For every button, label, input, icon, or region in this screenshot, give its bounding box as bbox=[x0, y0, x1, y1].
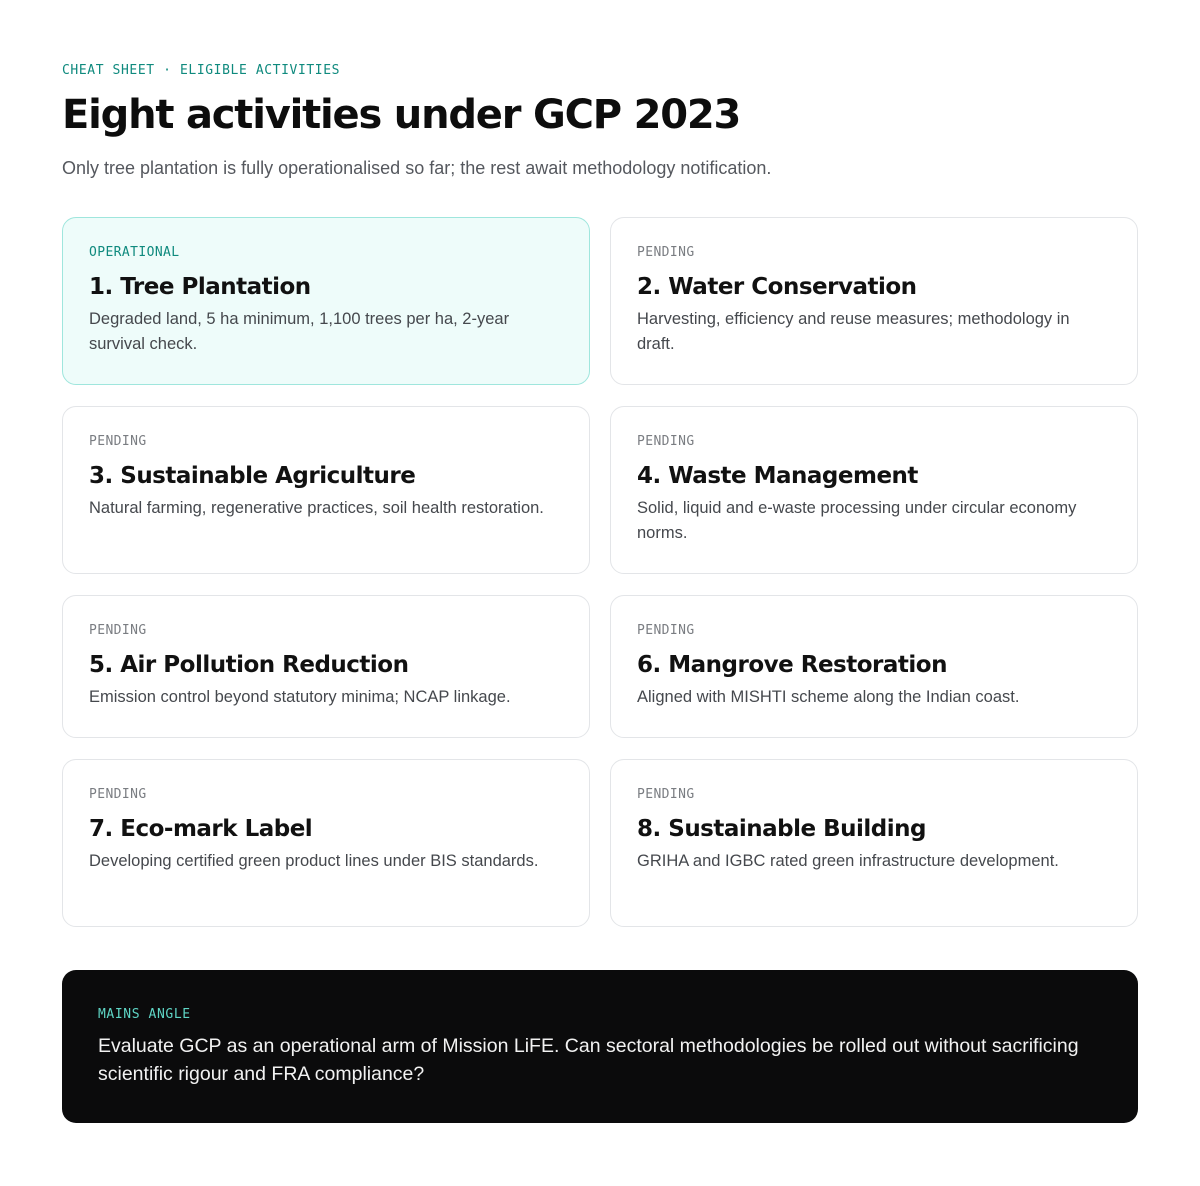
status-badge: PENDING bbox=[89, 623, 147, 638]
activity-card-air-pollution-reduction bbox=[62, 595, 590, 738]
activity-card-waste-management bbox=[610, 406, 1138, 574]
activity-title: 4. Waste Management bbox=[637, 463, 918, 489]
activities-grid bbox=[62, 217, 1138, 927]
activity-title: 7. Eco-mark Label bbox=[89, 816, 313, 842]
activity-description: Natural farming, regenerative practices, soil health restoration. bbox=[89, 499, 544, 517]
status-badge: PENDING bbox=[637, 434, 695, 449]
status-badge: OPERATIONAL bbox=[89, 245, 180, 260]
eyebrow-label: CHEAT SHEET · ELIGIBLE ACTIVITIES bbox=[62, 63, 341, 78]
status-badge: PENDING bbox=[637, 623, 695, 638]
status-badge: PENDING bbox=[637, 787, 695, 802]
activity-title: 6. Mangrove Restoration bbox=[637, 652, 947, 678]
activity-title: 3. Sustainable Agriculture bbox=[89, 463, 416, 489]
activity-title: 1. Tree Plantation bbox=[89, 274, 311, 300]
mains-angle-callout bbox=[62, 970, 1138, 1123]
status-badge: PENDING bbox=[637, 245, 695, 260]
activity-title: 8. Sustainable Building bbox=[637, 816, 926, 842]
page-title: Eight activities under GCP 2023 bbox=[62, 92, 741, 138]
activity-description: GRIHA and IGBC rated green infrastructure development. bbox=[637, 852, 1059, 870]
activity-description: Solid, liquid and e-waste processing under circular economy norms. bbox=[637, 499, 1077, 542]
status-badge: PENDING bbox=[89, 787, 147, 802]
activity-description: Emission control beyond statutory minima; NCAP linkage. bbox=[89, 688, 511, 706]
activity-card-eco-mark-label bbox=[62, 759, 590, 927]
page-subtitle: Only tree plantation is fully operationalised so far; the rest await methodology notification. bbox=[62, 158, 772, 178]
callout-label: MAINS ANGLE bbox=[98, 1007, 191, 1022]
activity-card-sustainable-building bbox=[610, 759, 1138, 927]
activity-card-tree-plantation bbox=[62, 217, 590, 385]
activity-description: Aligned with MISHTI scheme along the Indian coast. bbox=[637, 688, 1020, 706]
callout-text: Evaluate GCP as an operational arm of Mission LiFE. Can sectoral methodologies be rolled out without sacrificing scientific rigour and FRA compliance? bbox=[98, 1035, 1079, 1085]
activity-title: 5. Air Pollution Reduction bbox=[89, 652, 409, 678]
activity-title: 2. Water Conservation bbox=[637, 274, 917, 300]
activity-card-sustainable-agriculture bbox=[62, 406, 590, 574]
status-badge: PENDING bbox=[89, 434, 147, 449]
activity-card-mangrove-restoration bbox=[610, 595, 1138, 738]
activity-description: Harvesting, efficiency and reuse measures; methodology in draft. bbox=[637, 310, 1070, 353]
activity-description: Developing certified green product lines under BIS standards. bbox=[89, 852, 539, 870]
activity-card-water-conservation bbox=[610, 217, 1138, 385]
activity-description: Degraded land, 5 ha minimum, 1,100 trees per ha, 2-year survival check. bbox=[89, 310, 510, 353]
